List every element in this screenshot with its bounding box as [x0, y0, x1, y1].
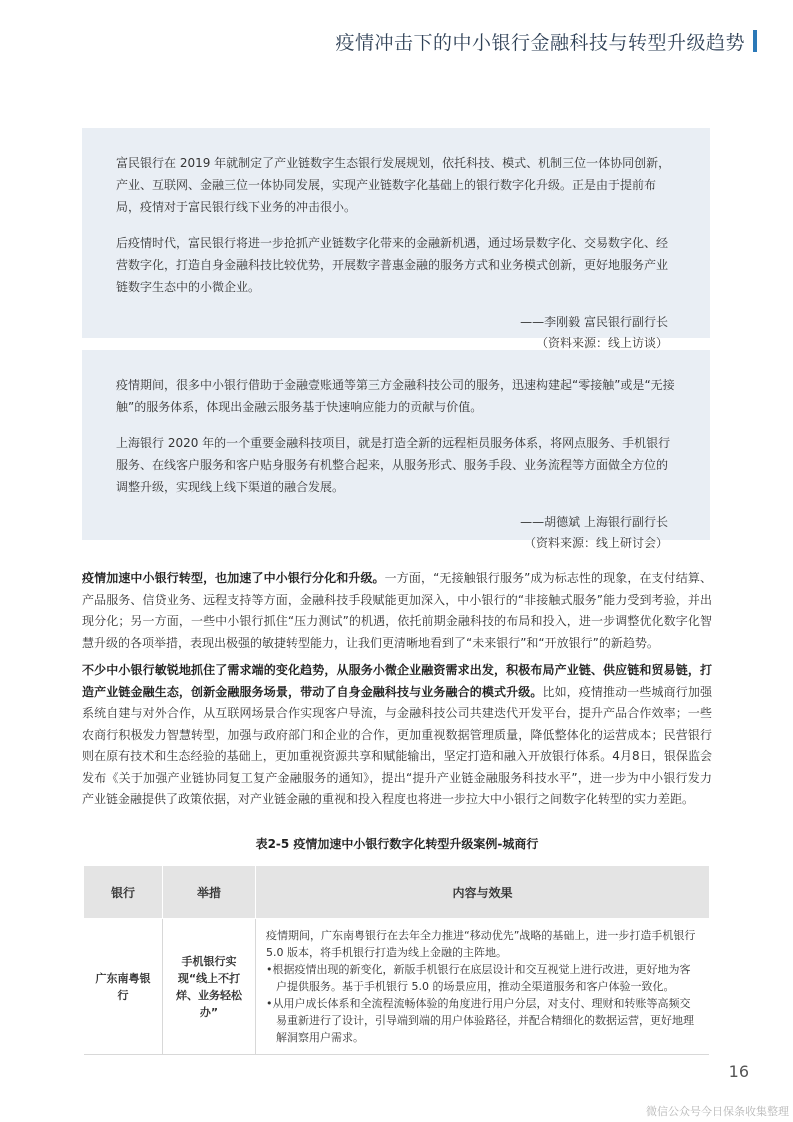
paragraph-body: 一方面，“无接触银行服务”成为标志性的现象，在支付结算、产品服务、信贷业务、远程支持等方面，金融科技手段赋能更加深入，中小银行的“非接触式服务”能力受到考验，并出现分化；另一方面，一些中小银行抓住“压力测试”的机遇，依托前期金融科技的布局和投入，进一步调整优化数字化智慧升级的各项举措，表现出极强的敏捷转型能力，让我们更清晰地看到了“未来银行”和“开放银行”的新趋势。 [82, 571, 712, 650]
column-header-bank: 银行 [84, 866, 163, 919]
cell-bank: 广东南粤银行 [84, 919, 163, 1055]
quote-source: （资料来源：线上研讨会） [523, 536, 668, 550]
paragraph-lead: 疫情加速中小银行转型，也加速了中小银行分化和升级。 [82, 571, 385, 585]
quote-box-shanghai [82, 350, 710, 550]
watermark-text: 微信公众号今日保条收集整理 [646, 1105, 789, 1118]
quote-box-fumin [82, 128, 710, 350]
quote-paragraph: 后疫情时代，富民银行将进一步抢抓产业链数字化带来的金融新机遇，通过场景数字化、交易数字化、经营数字化，打造自身金融科技比较优势，开展数字普惠金融的服务方式和业务模式创新，更好地服务产业链数字生态中的小微企业。 [116, 236, 669, 294]
content-bullet: •根据疫情出现的新变化，新版手机银行在底层设计和交互视觉上进行改进，更好地为客户提供服务。基于手机银行 5.0 的场景应用，推动全渠道服务和客户体验一致化。 [266, 963, 691, 993]
quote-signature: ——胡德斌 上海银行副行长 [520, 515, 668, 529]
quote-paragraph: 疫情期间，很多中小银行借助于金融壹账通等第三方金融科技公司的服务，迅速构建起“零接触”或是“无接触”的服务体系，体现出金融云服务基于快速响应能力的贡献与价值。 [116, 378, 675, 414]
column-header-content: 内容与效果 [256, 866, 710, 919]
table-row [84, 919, 709, 1055]
case-table [84, 866, 709, 1055]
table-header-row [84, 866, 709, 919]
cell-measure: 手机银行实现“线上不打烊、业务轻松办” [163, 919, 256, 1055]
paragraph-lead: 不少中小银行敏锐地抓住了需求端的变化趋势，从服务小微企业融资需求出发，积极布局产业链、供应链和贸易链，打造产业链金融生态，创新金融服务场景，带动了自身金融科技与业务融合的模式升级。 [82, 663, 712, 699]
quote-signature: ——李刚毅 富民银行副行长 [520, 315, 668, 329]
table-caption: 表2-5 疫情加速中小银行数字化转型升级案例-城商行 [255, 837, 539, 851]
content-bullet: •从用户成长体系和全流程流畅体验的角度进行用户分层，对支付、理财和转账等高频交易重新进行了设计，引导端到端的用户体验路径，并配合精细化的数据运营，更好地理解洞察用户需求。 [266, 997, 694, 1044]
cell-content [256, 919, 710, 1055]
column-header-measure: 举措 [163, 866, 256, 919]
header-accent-bar [753, 30, 757, 52]
quote-paragraph: 上海银行 2020 年的一个重要金融科技项目，就是打造全新的远程柜员服务体系，将网点服务、手机银行服务、在线客户服务和客户贴身服务有机整合起来，从服务形式、服务手段、业务流程等方面做全方位的调整升级，实现线上线下渠道的融合发展。 [116, 436, 671, 494]
page-header-title: 疫情冲击下的中小银行金融科技与转型升级趋势 [335, 32, 745, 54]
paragraph-body: 比如，疫情推动一些城商行加强系统自建与对外合作，从互联网场景合作实现客户导流，与金融科技公司共建迭代开发平台，提升产品合作效率；一些农商行积极发力智慧转型，加强与政府部门和企业的合作，更加重视数据管理质量，降低整体化的运营成本；民营银行则在原有技术和生态经验的基础上，更加重视资源共享和赋能输出，坚定打造和融入开放银行体系。4月8日，银保监会发布《关于加强产业链协同复工复产金融服务的通知》，提出“提升产业链金融服务科技水平”，进一步为中小银行发力产业链金融提供了政策依据，对产业链金融的重视和投入程度也将进一步拉大中小银行之间数字化转型的实力差距。 [82, 684, 712, 806]
body-paragraph-1 [82, 568, 712, 654]
content-intro: 疫情期间，广东南粤银行在去年全力推进“移动优先”战略的基础上，进一步打造手机银行 5.0 版本，将手机银行打造为线上金融的主阵地。 [266, 929, 696, 959]
page-number: 16 [728, 1062, 749, 1081]
body-paragraph-2 [82, 660, 712, 811]
quote-source: （资料来源：线上访谈） [535, 336, 668, 350]
quote-paragraph: 富民银行在 2019 年就制定了产业链数字生态银行发展规划，依托科技、模式、机制三位一体协同创新，产业、互联网、金融三位一体协同发展，实现产业链数字化基础上的银行数字化升级。正是由于提前布局，疫情对于富民银行线下业务的冲击很小。 [116, 156, 671, 214]
